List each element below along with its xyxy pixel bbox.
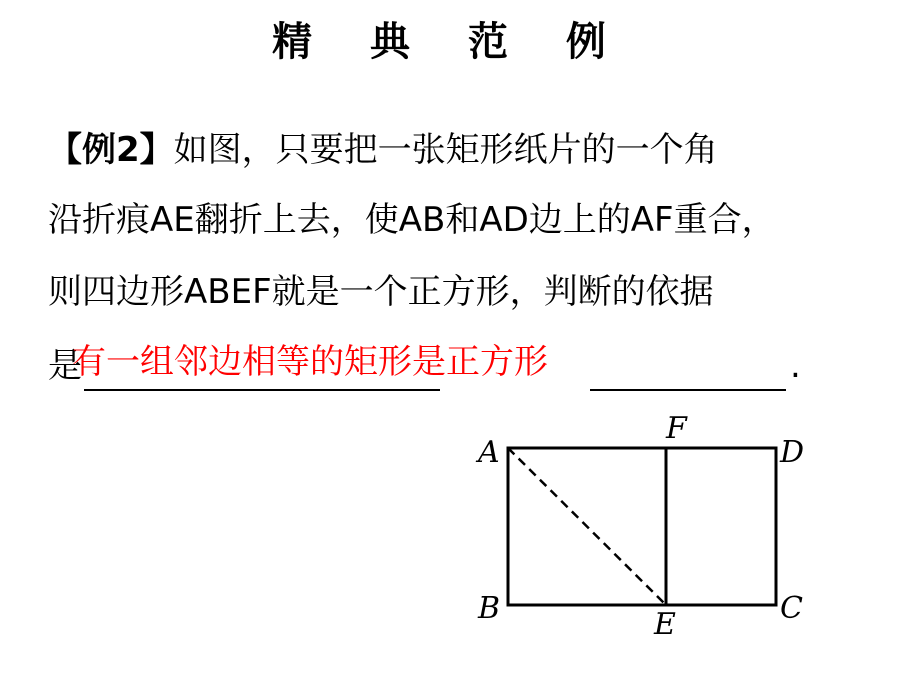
- page-title: 精 典 范 例: [272, 18, 628, 65]
- fold-crease-ae: [508, 448, 666, 605]
- problem-line-3: 则四边形ABEF就是一个正方形，判断的依据: [48, 272, 714, 312]
- label-e: E: [654, 607, 676, 642]
- label-a: A: [478, 435, 500, 470]
- problem-text-4: 是: [48, 346, 82, 386]
- rectangle-abcd: [508, 448, 776, 605]
- example-label: 【例2】: [48, 130, 174, 170]
- answer-period: .: [790, 346, 801, 386]
- answer-text: 有一组邻边相等的矩形是正方形: [72, 342, 548, 382]
- label-c: C: [780, 591, 803, 626]
- problem-line-2: 沿折痕AE翻折上去，使AB和AD边上的AF重合，: [48, 200, 776, 240]
- label-f: F: [666, 411, 687, 446]
- problem-text-1: 如图，只要把一张矩形纸片的一个角: [173, 130, 718, 170]
- label-d: D: [780, 435, 805, 470]
- label-b: B: [478, 591, 501, 626]
